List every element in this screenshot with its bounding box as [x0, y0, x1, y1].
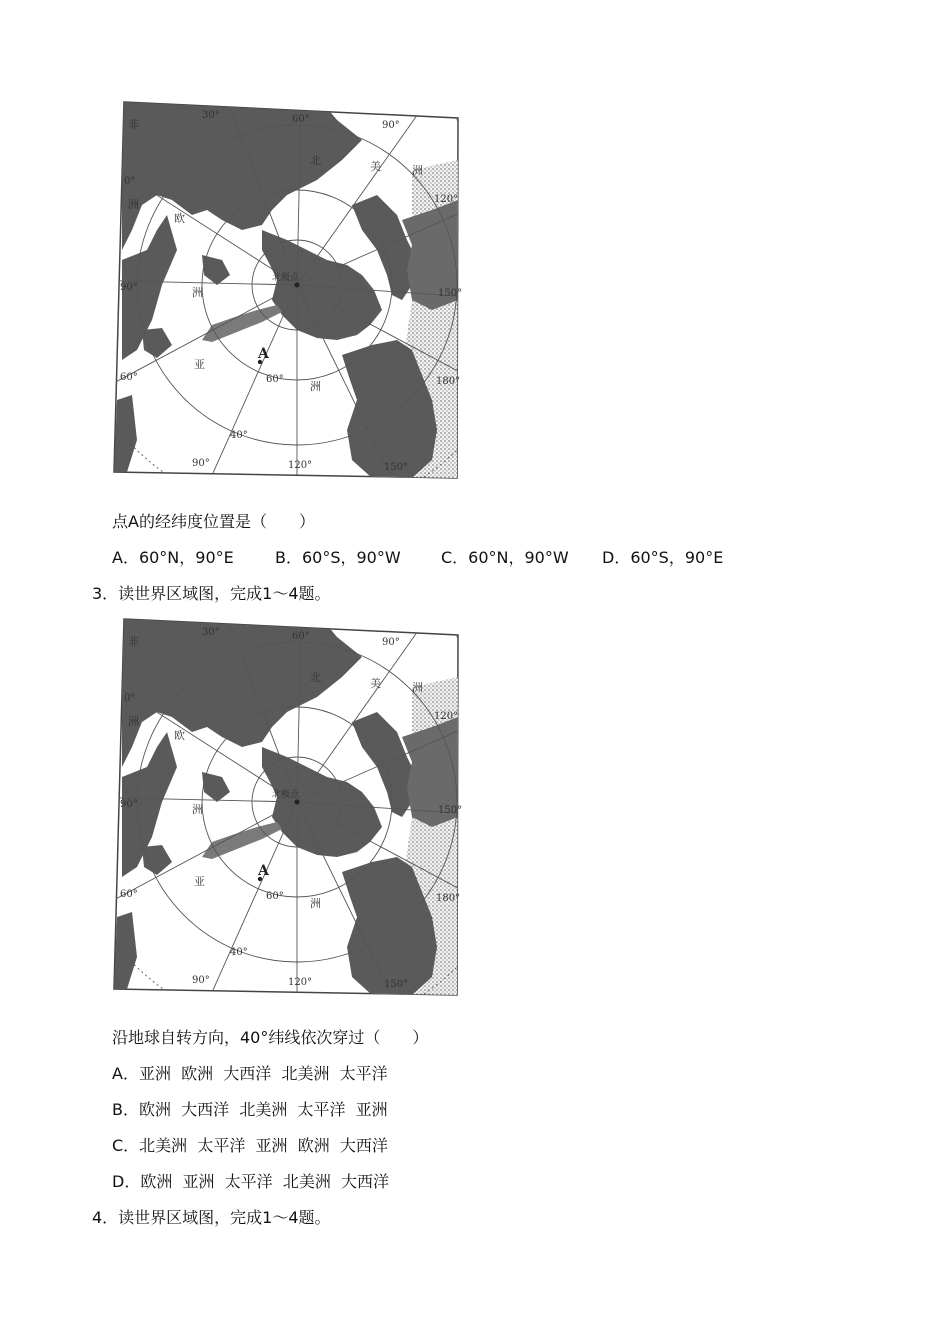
asia-label: 亚 — [194, 358, 205, 371]
lon-120-label: 120° — [434, 711, 459, 722]
q3-option-d: D．欧洲 亚洲 太平洋 北美洲 大西洋 — [112, 1172, 390, 1191]
lon-180-label: 180° — [436, 893, 461, 904]
europe-label: 欧 — [174, 729, 185, 742]
lon-60-label: 60° — [292, 114, 310, 125]
q2-option-a: A．60°N，90°E — [112, 548, 234, 567]
q3-heading: 3．读世界区域图，完成1～4题。 — [92, 584, 331, 603]
lon-0-label: 0° — [124, 176, 136, 187]
lon-120-bottom-label: 120° — [288, 460, 313, 471]
lon-0-label: 0° — [124, 693, 136, 704]
q2-option-c: C．60°N，90°W — [441, 548, 569, 567]
polar-map-svg — [112, 617, 462, 997]
lat-40-label: 40° — [230, 430, 248, 441]
lon-150-label: 150° — [438, 288, 462, 299]
africa-label-2: 洲 — [128, 198, 139, 211]
world-region-map-2 — [112, 617, 462, 997]
lat-60-left-label: 60° — [120, 889, 138, 900]
africa-label-1: 非 — [128, 118, 139, 131]
pole-dot — [295, 800, 300, 805]
na-label-2: 美 — [370, 677, 381, 690]
polar-map-svg — [112, 100, 462, 480]
lon-120-label: 120° — [434, 194, 459, 205]
lon-150-bottom-label: 150° — [384, 462, 409, 473]
q3-stem: 沿地球自转方向，40°纬线依次穿过（ ） — [112, 1028, 429, 1047]
lon-150-bottom-label: 150° — [384, 979, 409, 990]
q3-option-a: A．亚洲 欧洲 大西洋 北美洲 太平洋 — [112, 1064, 388, 1083]
lon-30-label: 30° — [202, 110, 220, 121]
na-label-1: 北 — [310, 671, 321, 684]
lon-150-label: 150° — [438, 805, 462, 816]
q2-option-d: D．60°S，90°E — [602, 548, 724, 567]
q4-heading: 4．读世界区域图，完成1～4题。 — [92, 1208, 331, 1227]
q2-stem: 点A的经纬度位置是（ ） — [112, 512, 315, 531]
lon-90-bottom-label: 90° — [192, 458, 210, 469]
lon-90-label: 90° — [382, 120, 400, 131]
europe-label-2: 洲 — [192, 803, 203, 816]
na-label-3: 洲 — [412, 681, 423, 694]
lat-40-label: 40° — [230, 947, 248, 958]
pole-label: 北极点 — [272, 273, 300, 283]
pole-dot — [295, 283, 300, 288]
point-a-label: A — [258, 346, 269, 362]
lon-120-bottom-label: 120° — [288, 977, 313, 988]
q3-option-b: B．欧洲 大西洋 北美洲 太平洋 亚洲 — [112, 1100, 388, 1119]
asia-label-2: 洲 — [310, 380, 321, 393]
na-label-3: 洲 — [412, 164, 423, 177]
lat-60-label: 60° — [266, 374, 284, 385]
point-a-label: A — [258, 863, 269, 879]
lon-90-bottom-label: 90° — [192, 975, 210, 986]
asia-label-2: 洲 — [310, 897, 321, 910]
lat-60-left-label: 60° — [120, 372, 138, 383]
na-label-1: 北 — [310, 154, 321, 167]
lon-90-left-label: 90° — [120, 282, 138, 293]
lon-90-left-label: 90° — [120, 799, 138, 810]
q2-option-b: B．60°S，90°W — [275, 548, 401, 567]
africa-label-1: 非 — [128, 635, 139, 648]
q3-option-c: C．北美洲 太平洋 亚洲 欧洲 大西洋 — [112, 1136, 388, 1155]
africa-label-2: 洲 — [128, 715, 139, 728]
asia-label: 亚 — [194, 875, 205, 888]
world-region-map-1 — [112, 100, 462, 480]
europe-label: 欧 — [174, 212, 185, 225]
lon-30-label: 30° — [202, 627, 220, 638]
pole-label: 北极点 — [272, 790, 300, 800]
lon-90-label: 90° — [382, 637, 400, 648]
na-label-2: 美 — [370, 160, 381, 173]
lon-60-label: 60° — [292, 631, 310, 642]
lon-180-label: 180° — [436, 376, 461, 387]
lat-60-label: 60° — [266, 891, 284, 902]
europe-label-2: 洲 — [192, 286, 203, 299]
